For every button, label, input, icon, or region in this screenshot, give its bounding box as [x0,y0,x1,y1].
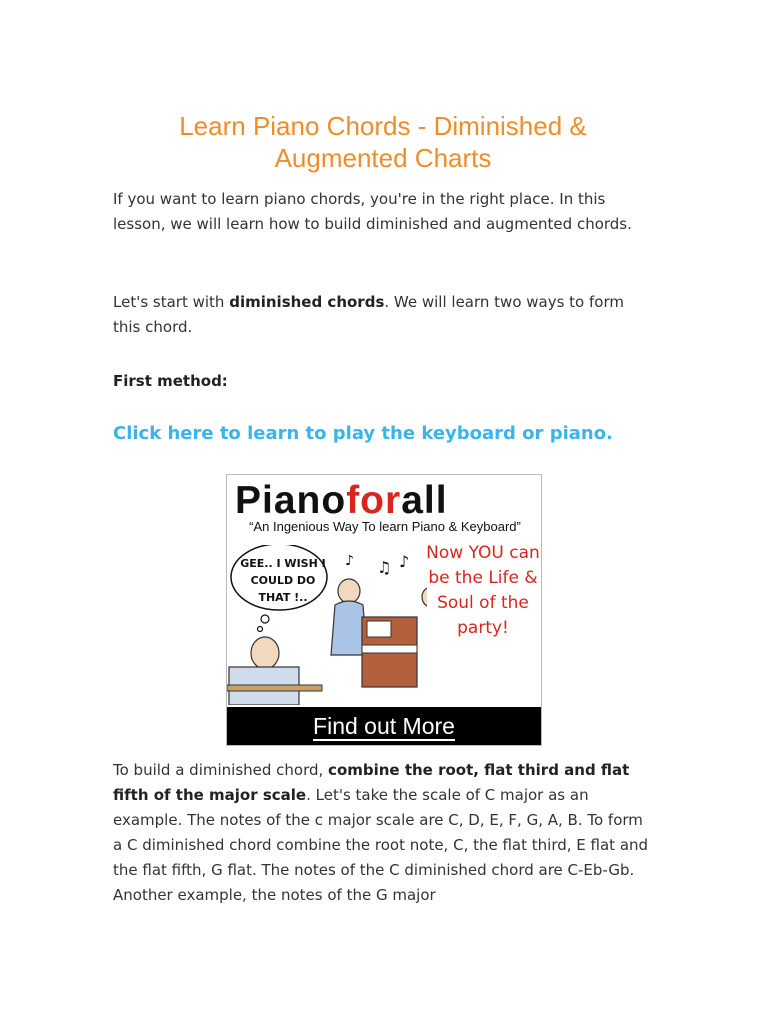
pianoforall-ad-banner[interactable] [226,474,542,746]
ad-slogan: Now YOU can be the Life & Soul of the party! [426,543,540,638]
svg-text:♪: ♪ [399,552,410,571]
p3-text-before: To build a diminished chord, [113,761,329,779]
diminished-intro-paragraph [113,290,653,340]
p2-text-before: Let's start with [113,293,230,311]
svg-text:♫: ♫ [377,558,392,577]
p3-bold-rule: combine the root, flat third and flat fifth of the major scale [113,761,630,804]
first-method-heading: First method: [113,372,228,390]
p3-text-after: . Let's take the scale of C major as an example. The notes of the c major scale are C, D, E, F, G, A, B. To form a C diminished chord combine the root note, C, the flat third, E flat and the flat fifth, G flat. The notes of the C diminished chord are C-Eb-Gb. Another example, the notes of the G major [113,786,649,904]
intro-paragraph: If you want to learn piano chords, you're in the right place. In this lesson, we will learn how to build diminished and augmented chords. [113,190,632,233]
thought-bubble-text: GEE.. I WISH I COULD DO THAT !.. [240,557,326,604]
page-title: Learn Piano Chords - Diminished & Augmented Charts [179,111,587,173]
p2-bold-diminished-chords: diminished chords [229,293,385,311]
svg-text:♪: ♪ [345,553,354,569]
p2-text-after: . We will learn two ways to form this chord. [113,293,624,336]
ad-tagline: “An Ingenious Way To learn Piano & Keyboard” [249,519,521,534]
pianoforall-logo: Pianoforall [235,479,448,522]
find-out-more-button[interactable]: Find out More [227,707,541,745]
diminished-chord-paragraph [113,758,653,908]
learn-keyboard-link[interactable]: Click here to learn to play the keyboard or piano. [113,423,613,444]
